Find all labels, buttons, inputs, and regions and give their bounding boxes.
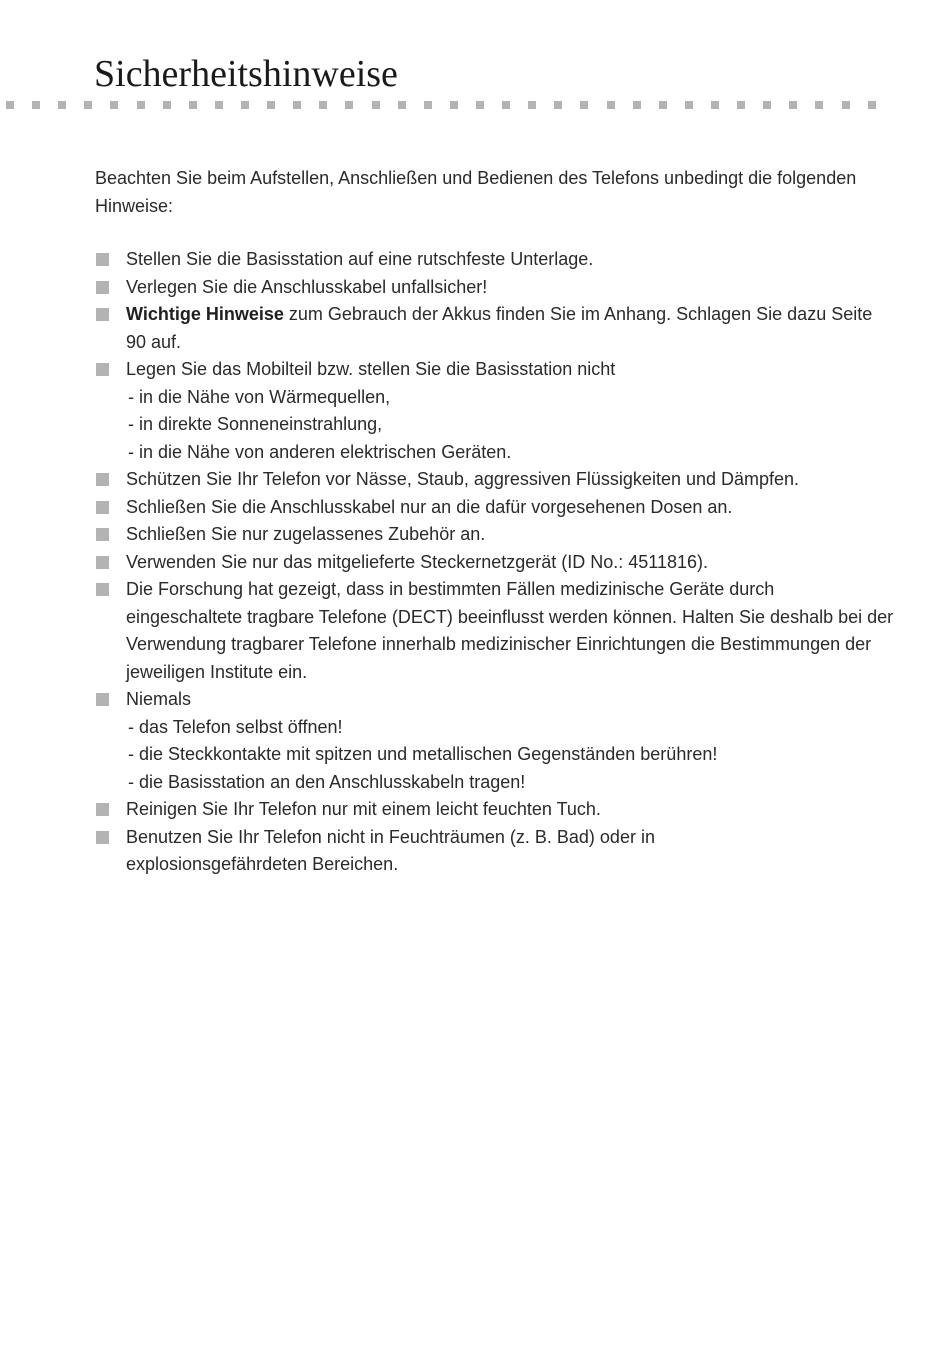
list-item bbox=[95, 796, 895, 824]
square-bullet-icon bbox=[96, 556, 109, 569]
note-text: Niemals bbox=[126, 689, 192, 709]
note-text: Stellen Sie die Basisstation auf eine rutschfeste Unterlage. bbox=[126, 249, 594, 269]
list-item bbox=[95, 824, 895, 879]
square-bullet-icon bbox=[96, 803, 109, 816]
square-bullet-icon bbox=[96, 528, 109, 541]
emphasis-text: Wichtige Hinweise bbox=[126, 304, 284, 324]
list-item bbox=[95, 274, 895, 302]
note-text: Benutzen Sie Ihr Telefon nicht in Feuchträumen (z. B. Bad) oder in bbox=[126, 826, 655, 847]
note-text: Verwenden Sie nur das mitgelieferte Steckernetzgerät (ID No.: 4511816). bbox=[126, 551, 708, 572]
square-bullet-icon bbox=[96, 308, 109, 321]
safety-notes-list bbox=[95, 246, 895, 879]
list-item bbox=[95, 576, 895, 686]
square-bullet-icon bbox=[96, 281, 109, 294]
note-text: Verlegen Sie die Anschlusskabel unfallsicher! bbox=[126, 276, 488, 297]
square-bullet-icon bbox=[96, 253, 109, 266]
square-bullet-icon bbox=[96, 501, 109, 514]
sub-item: - das Telefon selbst öffnen! bbox=[128, 716, 343, 737]
list-item bbox=[95, 466, 895, 494]
square-bullet-icon bbox=[96, 473, 109, 486]
list-item bbox=[95, 549, 895, 577]
square-bullet-icon bbox=[96, 831, 109, 844]
square-bullet-icon bbox=[96, 363, 109, 376]
list-item bbox=[95, 246, 895, 274]
sub-item: - die Steckkontakte mit spitzen und metallischen Gegenständen berühren! bbox=[128, 744, 718, 764]
list-item bbox=[95, 494, 895, 522]
intro-paragraph: Beachten Sie beim Aufstellen, Anschließen und Bedienen des Telefons unbedingt die folgenden Hinweise: bbox=[95, 168, 857, 216]
note-text: explosionsgefährdeten Bereichen. bbox=[126, 854, 399, 874]
list-item bbox=[95, 686, 895, 796]
sub-item: - die Basisstation an den Anschlusskabeln tragen! bbox=[128, 771, 526, 792]
list-item bbox=[95, 521, 895, 549]
sub-item: - in die Nähe von Wärmequellen, bbox=[128, 386, 391, 407]
note-text: Schließen Sie nur zugelassenes Zubehör an. bbox=[126, 524, 486, 544]
note-text: Legen Sie das Mobilteil bzw. stellen Sie die Basisstation nicht bbox=[126, 359, 616, 379]
page-title: Sicherheitshinweise bbox=[94, 53, 398, 95]
list-item bbox=[95, 356, 895, 466]
list-item bbox=[95, 301, 895, 356]
note-text bbox=[126, 301, 895, 356]
note-text: Schützen Sie Ihr Telefon vor Nässe, Staub, aggressiven Flüssigkeiten und Dämpfen. bbox=[126, 469, 800, 489]
dotted-divider bbox=[6, 101, 876, 109]
note-text-rest: zum Gebrauch der Akkus finden Sie im Anhang. Schlagen Sie dazu Seite 90 auf. bbox=[126, 304, 873, 352]
note-text: Die Forschung hat gezeigt, dass in bestimmten Fällen medizinische Geräte durch eingeschaltete tragbare Telefone (DECT) beeinflusst werden können. Halten Sie deshalb bei der Verwendung tragbarer Telefone innerhalb medizinischer Einrichtungen die Bestimmungen der jeweiligen Institute ein. bbox=[126, 579, 894, 682]
square-bullet-icon bbox=[96, 583, 109, 596]
note-text: Reinigen Sie Ihr Telefon nur mit einem leicht feuchten Tuch. bbox=[126, 799, 601, 819]
sub-item: - in die Nähe von anderen elektrischen Geräten. bbox=[128, 441, 512, 462]
sub-item: - in direkte Sonneneinstrahlung, bbox=[128, 414, 383, 434]
square-bullet-icon bbox=[96, 693, 109, 706]
note-text: Schließen Sie die Anschlusskabel nur an die dafür vorgesehenen Dosen an. bbox=[126, 496, 733, 517]
